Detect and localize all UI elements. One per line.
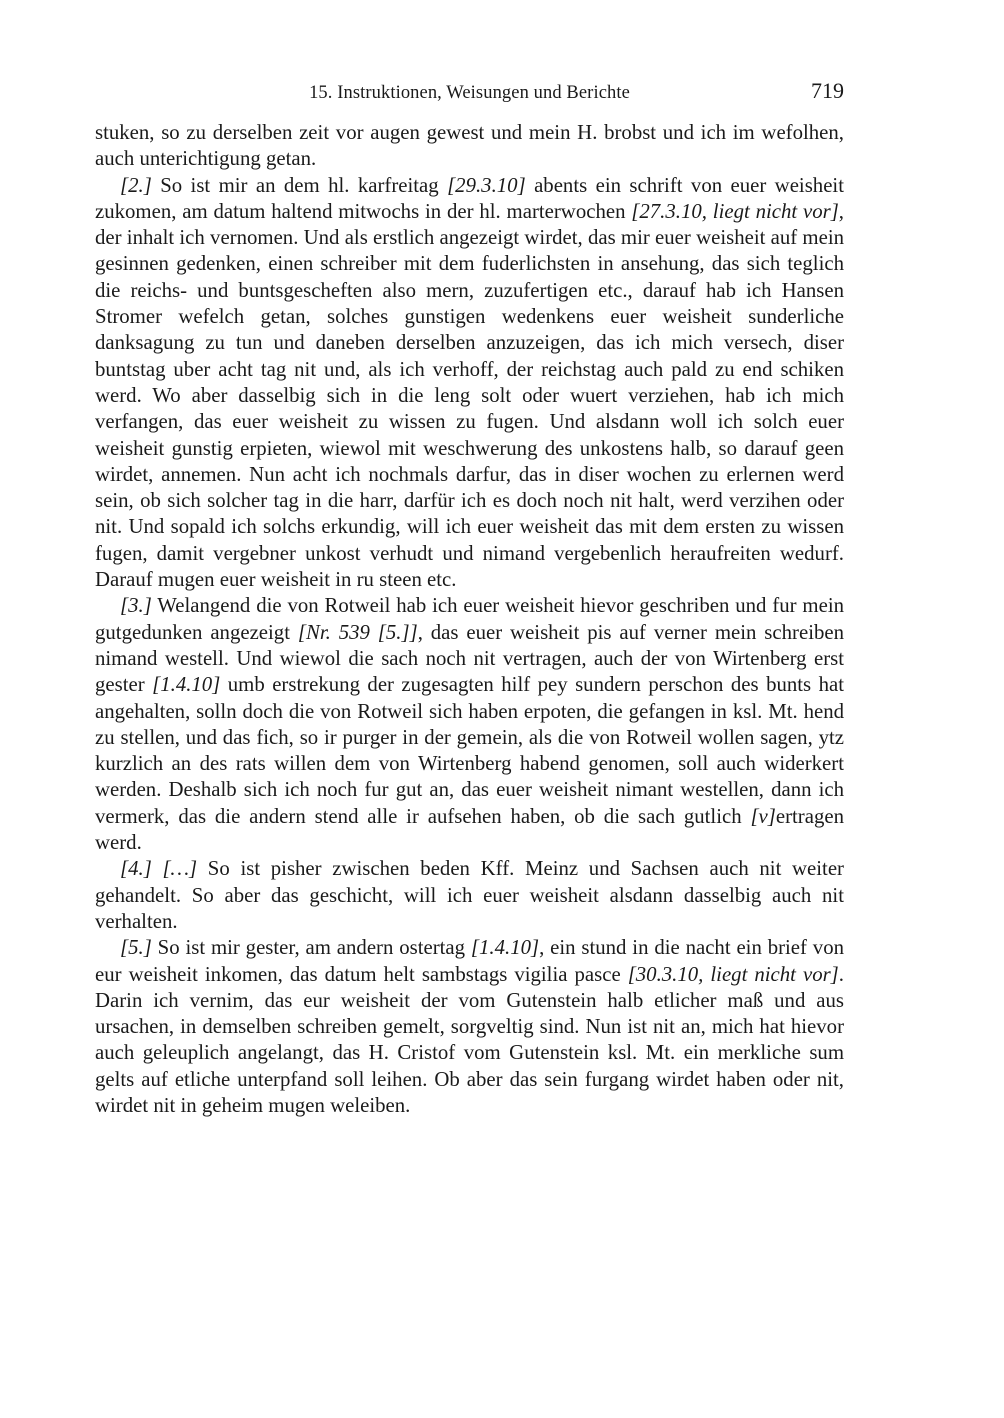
date-annotation: [1.4.10] — [470, 936, 540, 960]
section-marker: [4.] […] — [120, 857, 198, 881]
paragraph-2 — [95, 173, 844, 594]
paragraph-1 — [95, 120, 844, 173]
text-run: , ein stund in die nacht ein brief von eur weisheit inkomen, das datum helt sambstags vigilia pasce — [95, 936, 845, 986]
paragraph-3 — [95, 593, 844, 856]
text-run: abents ein schrift von euer weisheit zukomen, am datum haltend mitwochs in der hl. marterwochen — [95, 173, 844, 223]
text-run: Welangend die von Rotweil hab ich euer weisheit hievor geschriben und fur mein gutgedunken angezeigt — [95, 594, 844, 644]
date-annotation: [1.4.10] — [152, 673, 221, 697]
body-text — [95, 120, 844, 1119]
section-marker: [2.] — [120, 173, 152, 197]
text-run: So ist mir an dem hl. karfreitag — [151, 173, 448, 197]
running-header — [95, 78, 844, 108]
paragraph-4 — [95, 856, 844, 935]
text-run: umb erstrekung der zugesagten hilf pey sundern perschon des bunts hat angehalten, solln doch die von Rotweil sich haben erpoten, die gefangen in ksl. Mt. hend zu stellen, und das fich, so ir purger in der gemein, als die von Rotweil wollen sagen, ytz kurzlich an des rats willen dem von Wirtenberg habend genomen, soll auch widerkert werden. Deshalb sich ich noch fur gut an, das euer weisheit nimant westellen, dann ich vermerk, das die andern stend alle ir aufsehen haben, ob die sach gutlich — [95, 673, 845, 828]
section-marker: [3.] — [120, 594, 152, 618]
text-run: So ist pisher zwischen beden Kff. Meinz und Sachsen auch nit weiter gehandelt. So aber das geschicht, will ich euer weisheit alsdann dasselbig auch nit verhalten. — [95, 857, 844, 933]
page-number: 719 — [811, 78, 844, 103]
document-page — [95, 78, 844, 1119]
date-annotation: [29.3.10] — [447, 173, 526, 197]
editorial-insertion: [v] — [750, 804, 776, 828]
text-run: stuken, so zu derselben zeit vor augen gewest und mein H. brobst und ich im wefolhen, auch unterichtigung getan. — [95, 121, 844, 171]
date-annotation: [30.3.10, liegt nicht vor] — [627, 962, 839, 986]
reference-annotation: [Nr. 539 [5.]] — [297, 620, 418, 644]
running-title: 15. Instruktionen, Weisungen und Berichte — [309, 83, 630, 103]
paragraph-5 — [95, 935, 844, 1119]
text-run: . Darin ich vernim, das eur weisheit der vom Gutenstein halb etlicher maß und aus ursachen, in demselben schreiben gemelt, sorgveltig sind. Nun ist nit an, mich hat hievor auch geleuplich angelangt, das H. Cristof vom Gutenstein ksl. Mt. ein merkliche sum gelts auf etliche unterpfand soll leihen. Ob aber das sein furgang wirdet haben oder nit, wirdet nit in geheim mugen weleiben. — [95, 962, 844, 1117]
section-marker: [5.] — [120, 936, 152, 960]
date-annotation: [27.3.10, liegt nicht vor] — [631, 199, 839, 223]
text-run: ertragen werd. — [95, 804, 844, 855]
text-run: , der inhalt ich vernomen. Und als erstlich angezeigt wirdet, das mir euer weisheit auf mein gesinnen gedenken, einen schreiber mit dem fuderlichsten in ansehung, das sich teglich die reichs- und buntsgescheften also mern, zuzufertigen etc., darauf hab ich Hansen Stromer wefelch getan, solches gunstigen wedenkens euer weisheit sunderliche danksagung zu tun und daneben derselben anzuzeigen, das ich mich versech, diser buntstag uber acht tag nit und, als ich verhoff, der reichstag auch pald zu end schiken werd. Wo aber dasselbig sich in die leng solt oder wuert verziehen, hab ich mich verfangen, das euer weisheit zu wissen zu fugen. Und alsdann woll ich solch euer weisheit gunstig erpieten, wiewol mit weschwerung des unkostens halb, so darauf geen wirdet, annemen. Nun acht ich nochmals darfur, das in diser wochen zu erlernen werd sein, ob sich solcher tag in die harr, darfür ich es doch noch nit halt, werd verzihen oder nit. Und sopald ich solchs erkundig, will ich euer weisheit das mit dem ersten zu wissen fugen, damit vergebner unkost verhudt und nimand vergebenlich heraufreiten wedurf. Darauf mugen euer weisheit in ru steen etc. — [95, 199, 844, 592]
text-run: So ist mir gester, am andern ostertag — [151, 936, 471, 960]
text-run: , das euer weisheit pis auf verner mein schreiben nimand westell. Und wiewol die sach noch nit vertragen, auch der von Wirtenberg erst gester — [95, 620, 844, 697]
